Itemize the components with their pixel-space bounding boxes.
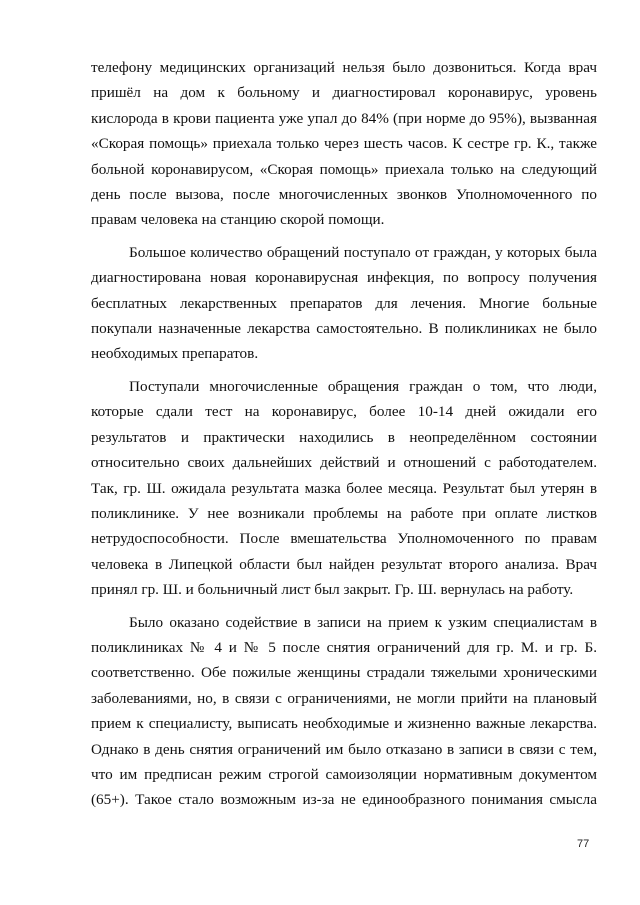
text-line: диагностирована новая коронавирусная инфекция, по вопросу получения xyxy=(91,269,597,287)
text-line: относительно своих дальнейших действий и отношений с работодателем. xyxy=(91,454,597,472)
text-line: человека в Липецкой области был найден результат второго анализа. Врач xyxy=(91,555,597,573)
text-line: Однако в день снятия ограничений им было отказано в записи в связи с тем, xyxy=(91,740,597,758)
text-line: поликлинике. У нее возникали проблемы на работе при оплате листков xyxy=(91,504,597,522)
document-body xyxy=(91,55,597,813)
text-line: бесплатных лекарственных препаратов для лечения. Многие больные xyxy=(91,294,597,312)
page-number: 77 xyxy=(577,838,590,850)
text-line: поликлиниках № 4 и № 5 после снятия ограничений для гр. М. и гр. Б. xyxy=(91,638,597,656)
paragraph-4 xyxy=(91,610,597,813)
text-line: пришёл на дом к больному и диагностировал коронавирус, уровень xyxy=(91,84,597,102)
paragraph-2 xyxy=(91,240,597,367)
paragraph-1 xyxy=(91,55,597,233)
text-line: Так, гр. Ш. ожидала результата мазка более месяца. Результат был утерян в xyxy=(91,479,597,497)
text-line: которые сдали тест на коронавирус, более 10-14 дней ожидали его xyxy=(91,403,597,421)
text-line: покупали назначенные лекарства самостоятельно. В поликлиниках не было xyxy=(91,320,597,338)
text-line: (65+). Такое стало возможным из-за не единообразного понимания смысла xyxy=(91,791,597,809)
text-line: что им предписан режим строгой самоизоляции нормативным документом xyxy=(91,765,597,783)
text-line: правам человека на станцию скорой помощи. xyxy=(91,211,385,229)
text-line: кислорода в крови пациента уже упал до 84% (при норме до 95%), вызванная xyxy=(91,109,597,127)
text-line: заболеваниями, но, в связи с ограничениями, не могли прийти на плановый xyxy=(91,689,597,707)
text-line: необходимых препаратов. xyxy=(91,345,259,363)
text-line: Было оказано содействие в записи на прием к узким специалистам в xyxy=(129,613,597,631)
text-line: результатов и практически находились в неопределённом состоянии xyxy=(91,428,597,446)
text-line: прием к специалисту, выписать необходимые и жизненно важные лекарства. xyxy=(91,715,597,733)
text-line: соответственно. Обе пожилые женщины страдали тяжелыми хроническими xyxy=(91,664,597,682)
text-line: больной коронавирусом, «Скорая помощь» приехала только на следующий xyxy=(91,160,597,178)
text-line: Поступали многочисленные обращения граждан о том, что люди, xyxy=(129,377,597,395)
text-line: день после вызова, после многочисленных звонков Уполномоченного по xyxy=(91,186,597,204)
text-line: нетрудоспособности. После вмешательства Уполномоченного по правам xyxy=(91,530,597,548)
text-line: принял гр. Ш. и больничный лист был закрыт. Гр. Ш. вернулась на работу. xyxy=(91,581,574,599)
text-line: «Скорая помощь» приехала только через шесть часов. К сестре гр. К., также xyxy=(91,135,597,153)
text-line: телефону медицинских организаций нельзя было дозвониться. Когда врач xyxy=(91,59,597,76)
paragraph-3 xyxy=(91,374,597,603)
text-line: Большое количество обращений поступало от граждан, у которых была xyxy=(129,243,597,261)
